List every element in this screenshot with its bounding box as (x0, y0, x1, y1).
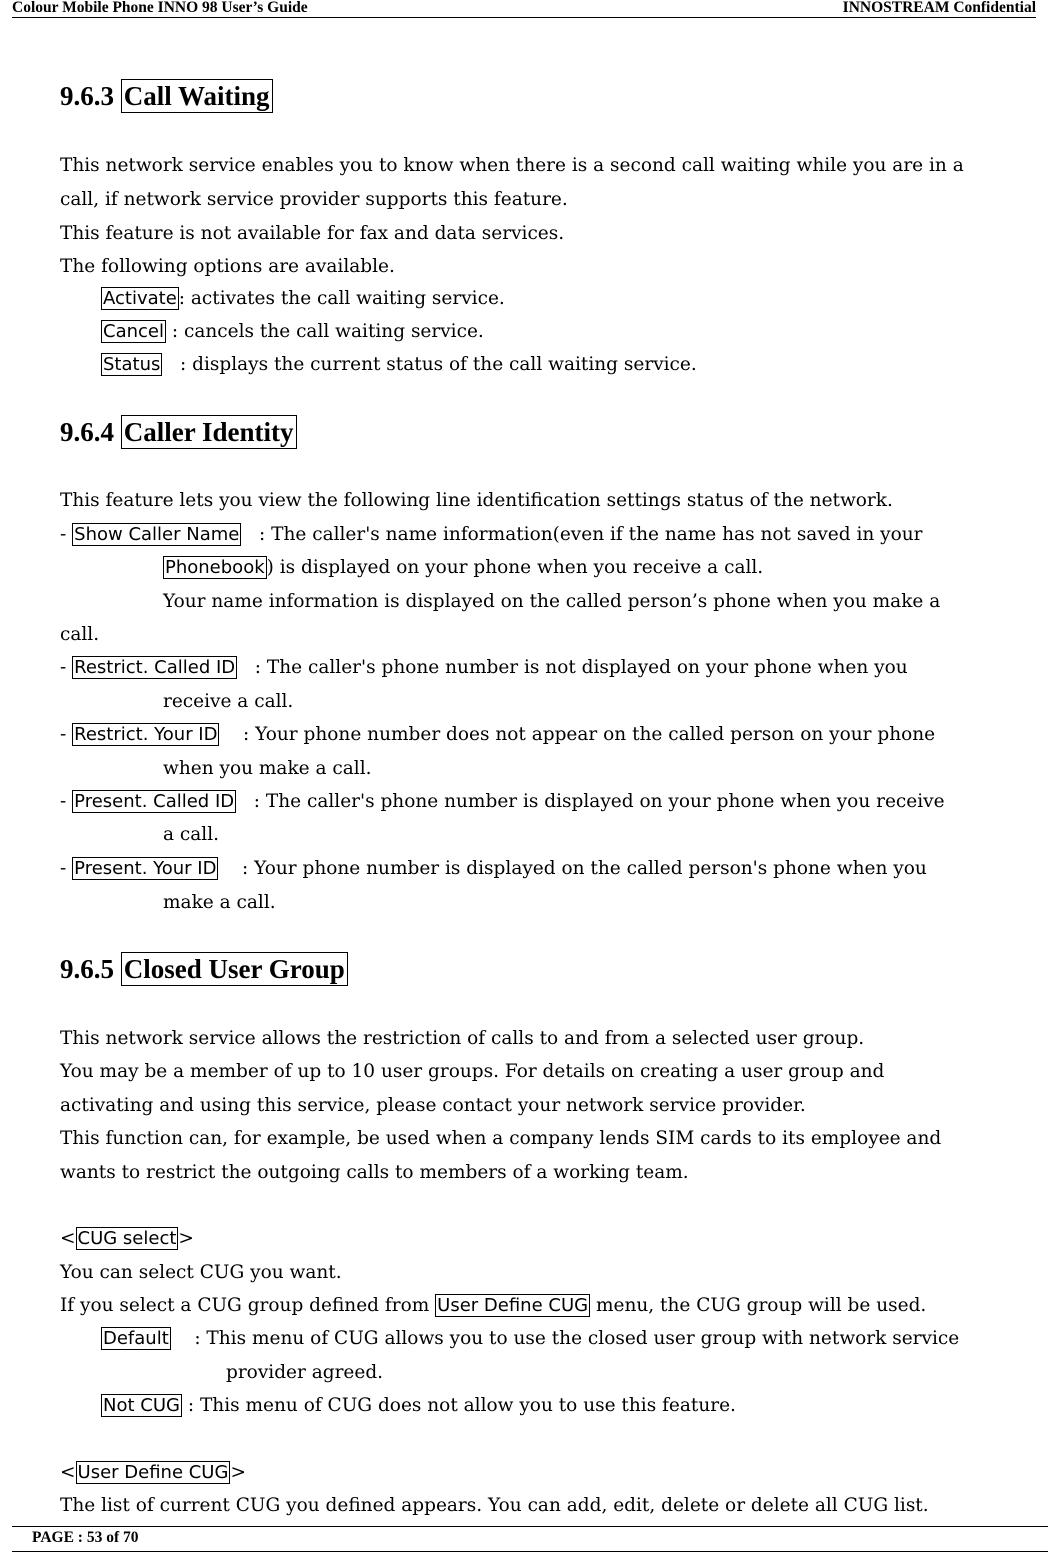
paragraph: call, if network service provider supports this feature. (60, 189, 568, 210)
header-title: Colour Mobile Phone INNO 98 User’s Guide (12, 0, 308, 16)
menu-key-cug-select: CUG select (77, 1228, 177, 1249)
item-continuation: make a call. (163, 892, 276, 913)
page-footer (12, 1526, 1048, 1552)
option-text: : This menu of CUG allows you to use the closed user group with network service (188, 1328, 960, 1349)
paragraph: This network service enables you to know when there is a second call waiting while you are in a (60, 155, 964, 176)
option-text: : activates the call waiting service. (178, 288, 505, 309)
menu-key-present-called-id: Present. Called ID (74, 791, 235, 812)
bullet-dash: - (60, 858, 67, 879)
paragraph: activating and using this service, please contact your network service provider. (60, 1095, 806, 1116)
option-continuation: provider agreed. (226, 1362, 384, 1383)
item-text: : Your phone number does not appear on the called person on your phone (237, 724, 936, 745)
item-continuation: when you make a call. (163, 758, 372, 779)
angle-close: > (178, 1228, 194, 1249)
option-activate (101, 287, 505, 311)
option-text: : This menu of CUG does not allow you to use this feature. (181, 1395, 736, 1416)
option-not-cug (101, 1394, 736, 1418)
menu-key-phonebook: Phonebook (165, 557, 265, 578)
paragraph: You can select CUG you want. (60, 1262, 342, 1283)
menu-key-user-define-cug: User Define CUG (77, 1462, 229, 1483)
menu-key-not-cug: Not CUG (103, 1395, 180, 1416)
item-continuation (163, 556, 763, 580)
heading-number: 9.6.4 (60, 417, 114, 447)
menu-key-restrict-your-id: Restrict. Your ID (74, 724, 218, 745)
paragraph: This function can, for example, be used when a company lends SIM cards to its employee and (60, 1128, 942, 1149)
menu-key-activate: Activate (103, 288, 177, 309)
item-text: : The caller's phone number is displayed on your phone when you receive (247, 791, 945, 812)
bullet-dash: - (60, 524, 67, 545)
item-restrict-called-id (60, 656, 908, 680)
subheading-user-define-cug (60, 1461, 246, 1485)
paragraph-text: menu, the CUG group will be used. (590, 1295, 927, 1316)
menu-key-restrict-called-id: Restrict. Called ID (74, 657, 236, 678)
paragraph: The list of current CUG you defined appears. You can add, edit, delete or delete all CUG list. (60, 1495, 929, 1516)
paragraph: This network service allows the restriction of calls to and from a selected user group. (60, 1028, 865, 1049)
paragraph: This feature lets you view the following line identification settings status of the network. (60, 490, 893, 511)
option-status (101, 353, 697, 377)
menu-key-user-define-cug: User Define CUG (437, 1295, 589, 1316)
angle-close: > (230, 1462, 246, 1483)
page-number: PAGE : 53 of 70 (32, 1529, 139, 1546)
bullet-dash: - (60, 791, 67, 812)
item-continuation: call. (60, 624, 100, 645)
page-header (12, 0, 1036, 18)
option-text: : displays the current status of the call waiting service. (174, 354, 697, 375)
heading-title: Call Waiting (121, 79, 273, 113)
item-text: : Your phone number is displayed on the called person's phone when you (236, 858, 927, 879)
option-text: : cancels the call waiting service. (165, 321, 484, 342)
heading-closed-user-group (60, 953, 348, 985)
item-show-caller-name (60, 523, 923, 547)
paragraph: wants to restrict the outgoing calls to members of a working team. (60, 1162, 689, 1183)
item-text: : The caller's name information(even if the name has not saved in your (253, 524, 923, 545)
heading-caller-identity (60, 416, 297, 448)
item-present-your-id (60, 857, 927, 881)
menu-key-cancel: Cancel (103, 321, 164, 342)
option-default (101, 1327, 959, 1351)
menu-key-default: Default (103, 1328, 169, 1349)
paragraph: The following options are available. (60, 256, 395, 277)
angle-open: < (60, 1462, 76, 1483)
angle-open: < (60, 1228, 76, 1249)
paragraph: This feature is not available for fax and data services. (60, 223, 565, 244)
item-text: : The caller's phone number is not displayed on your phone when you (248, 657, 908, 678)
item-text: ) is displayed on your phone when you receive a call. (266, 557, 764, 578)
item-present-called-id (60, 790, 945, 814)
heading-title: Closed User Group (121, 952, 348, 986)
menu-key-status: Status (103, 354, 161, 375)
paragraph: You may be a member of up to 10 user groups. For details on creating a user group and (60, 1061, 885, 1082)
option-cancel (101, 320, 484, 344)
bullet-dash: - (60, 657, 67, 678)
item-continuation: a call. (163, 824, 220, 845)
paragraph (60, 1294, 926, 1318)
heading-title: Caller Identity (121, 415, 297, 449)
item-continuation: receive a call. (163, 691, 294, 712)
item-continuation: Your name information is displayed on the called person’s phone when you make a (163, 591, 941, 612)
menu-key-show-caller-name: Show Caller Name (74, 524, 240, 545)
heading-number: 9.6.5 (60, 954, 114, 984)
paragraph-text: If you select a CUG group defined from (60, 1295, 436, 1316)
item-restrict-your-id (60, 723, 935, 747)
header-confidential: INNOSTREAM Confidential (842, 0, 1036, 16)
menu-key-present-your-id: Present. Your ID (74, 858, 217, 879)
heading-number: 9.6.3 (60, 81, 114, 111)
subheading-cug-select (60, 1227, 194, 1251)
heading-call-waiting (60, 80, 273, 112)
bullet-dash: - (60, 724, 67, 745)
